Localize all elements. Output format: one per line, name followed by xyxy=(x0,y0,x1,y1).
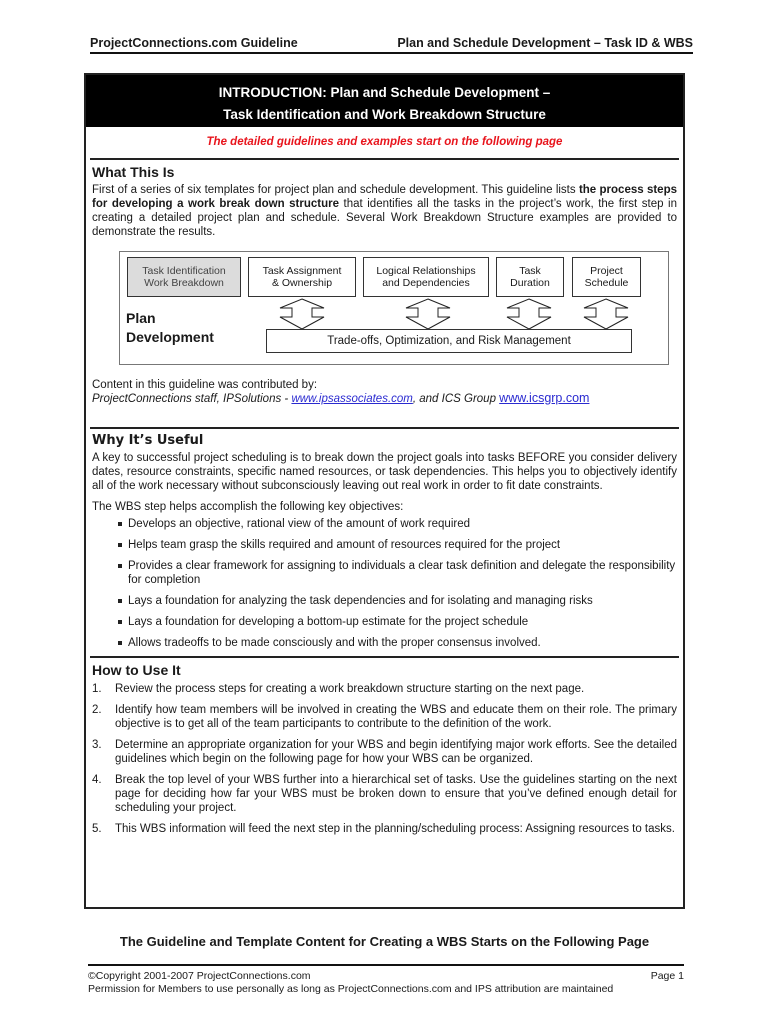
step-number: 5. xyxy=(92,823,102,835)
label-line: Plan xyxy=(126,310,156,326)
content-frame xyxy=(84,73,685,909)
header-left: ProjectConnections.com Guideline xyxy=(90,36,298,50)
section-heading: What This Is xyxy=(92,164,175,180)
step-number: 4. xyxy=(92,774,102,786)
double-arrow-icon xyxy=(503,298,555,330)
step-number: 3. xyxy=(92,739,102,751)
page-header xyxy=(90,34,693,54)
box-line: Project xyxy=(590,264,623,277)
list-item: Lays a foundation for developing a bottom-up estimate for the project schedule xyxy=(118,615,677,629)
text-span: First of a series of six templates for project plan and schedule development. This guideline lists xyxy=(92,184,579,196)
box-line: and Dependencies xyxy=(382,277,470,289)
diagram-box-task-duration xyxy=(496,257,564,297)
red-note: The detailed guidelines and examples start on the following page xyxy=(90,127,679,160)
contributors-staff: ProjectConnections staff, IPSolutions - xyxy=(92,393,292,405)
what-this-is-paragraph xyxy=(92,183,677,239)
step-text: Break the top level of your WBS further into a hierarchical set of tasks. Use the guidelines starting on the next page for deciding how far your WBS must be broken down to ensure that you’ve defined enough detail for scheduling your project. xyxy=(115,774,677,814)
diagram-box-project-schedule xyxy=(572,257,641,297)
tradeoff-box: Trade-offs, Optimization, and Risk Management xyxy=(266,329,632,353)
section-why-useful xyxy=(86,433,683,650)
text-span: that identifies all the tasks in the project’s work, the first step in creating a detailed project plan and schedule. Several Work Breakdown Structure examples are provided to demonstrate the results. xyxy=(92,198,677,238)
icsgrp-link[interactable]: www.icsgrp.com xyxy=(499,391,590,405)
contributors xyxy=(92,379,677,406)
page-number: Page 1 xyxy=(650,970,684,982)
double-arrow-icon xyxy=(276,298,328,330)
section-heading: Why It’s Useful xyxy=(92,433,204,448)
header-right: Plan and Schedule Development – Task ID & WBS xyxy=(397,36,693,50)
list-item xyxy=(92,738,677,766)
title-line-1: INTRODUCTION: Plan and Schedule Development – xyxy=(218,85,551,100)
ipsassociates-link[interactable]: www.ipsassociates.com xyxy=(291,393,413,405)
step-number: 2. xyxy=(92,704,102,716)
box-line: Task xyxy=(519,264,541,277)
section-divider xyxy=(90,656,679,658)
contributors-mid: , and ICS Group xyxy=(412,393,500,405)
box-line: Logical Relationships xyxy=(376,264,476,277)
contributors-intro: Content in this guideline was contributed by: xyxy=(92,379,318,391)
step-text: Determine an appropriate organization for your WBS and begin identifying major work efforts. See the detailed guidelines which begin on the following page for how your WBS can be organized. xyxy=(115,739,677,765)
step-text: Review the process steps for creating a work breakdown structure starting on the next page. xyxy=(115,683,585,695)
section-how-to-use xyxy=(86,662,683,836)
objectives-lead: The WBS step helps accomplish the following key objectives: xyxy=(92,501,404,513)
box-line: Task Assignment xyxy=(262,264,342,277)
diagram-box-task-identification xyxy=(127,257,241,297)
step-number: 1. xyxy=(92,683,102,695)
list-item xyxy=(92,822,677,836)
double-arrow-icon xyxy=(580,298,632,330)
title-band xyxy=(86,75,683,127)
list-item: Provides a clear framework for assigning to individuals a clear task definition and delegate the responsibility for completion xyxy=(118,559,677,587)
copyright: ©Copyright 2001-2007 ProjectConnections.com xyxy=(88,970,311,982)
box-line: Task Identification xyxy=(142,264,226,277)
list-item: Helps team grasp the skills required and amount of resources required for the project xyxy=(118,538,677,552)
bold-span: the process steps for developing a work break down structure xyxy=(92,184,677,210)
list-item: Develops an objective, rational view of the amount of work required xyxy=(118,517,677,531)
box-line: Duration xyxy=(510,277,550,289)
list-item xyxy=(92,703,677,731)
section-divider xyxy=(90,427,679,429)
diagram-box-logical-relationships xyxy=(363,257,489,297)
steps-list xyxy=(92,682,677,836)
double-arrow-icon xyxy=(402,298,454,330)
list-item xyxy=(92,682,677,696)
section-heading: How to Use It xyxy=(92,662,181,678)
box-line: Schedule xyxy=(584,277,629,289)
label-line: Development xyxy=(126,329,214,345)
objectives-list xyxy=(118,517,677,650)
list-item xyxy=(92,773,677,815)
title-line-2: Task Identification and Work Breakdown Structure xyxy=(223,107,546,122)
why-useful-paragraph: A key to successful project scheduling is to break down the project goals into tasks BEFORE you consider delivery dates, resource constraints, specific named resources, or task dependencies. This helps you to objectively identify all of the work necessary without subconsciously leaving out real work in order to fit date constraints. xyxy=(92,452,677,492)
diagram-box-task-assignment xyxy=(248,257,356,297)
list-item: Allows tradeoffs to be made consciously and with the proper consensus involved. xyxy=(118,636,677,650)
bottom-banner: The Guideline and Template Content for Creating a WBS Starts on the Following Page xyxy=(119,934,650,949)
permission-note: Permission for Members to use personally as long as ProjectConnections.com and IPS attribution are maintained xyxy=(88,983,614,995)
page-footer xyxy=(88,964,684,996)
box-line: Work Breakdown xyxy=(144,277,224,289)
list-item: Lays a foundation for analyzing the task dependencies and for isolating and managing risks xyxy=(118,594,677,608)
step-text: Identify how team members will be involved in creating the WBS and educate them on their role. The primary objective is to get all of the team participants to contribute to the definition of the work. xyxy=(115,704,677,730)
section-what-this-is xyxy=(86,164,683,406)
plan-development-label xyxy=(126,309,214,347)
box-line: & Ownership xyxy=(271,277,333,289)
plan-development-diagram xyxy=(119,251,669,365)
step-text: This WBS information will feed the next step in the planning/scheduling process: Assigning resources to tasks. xyxy=(115,823,675,835)
